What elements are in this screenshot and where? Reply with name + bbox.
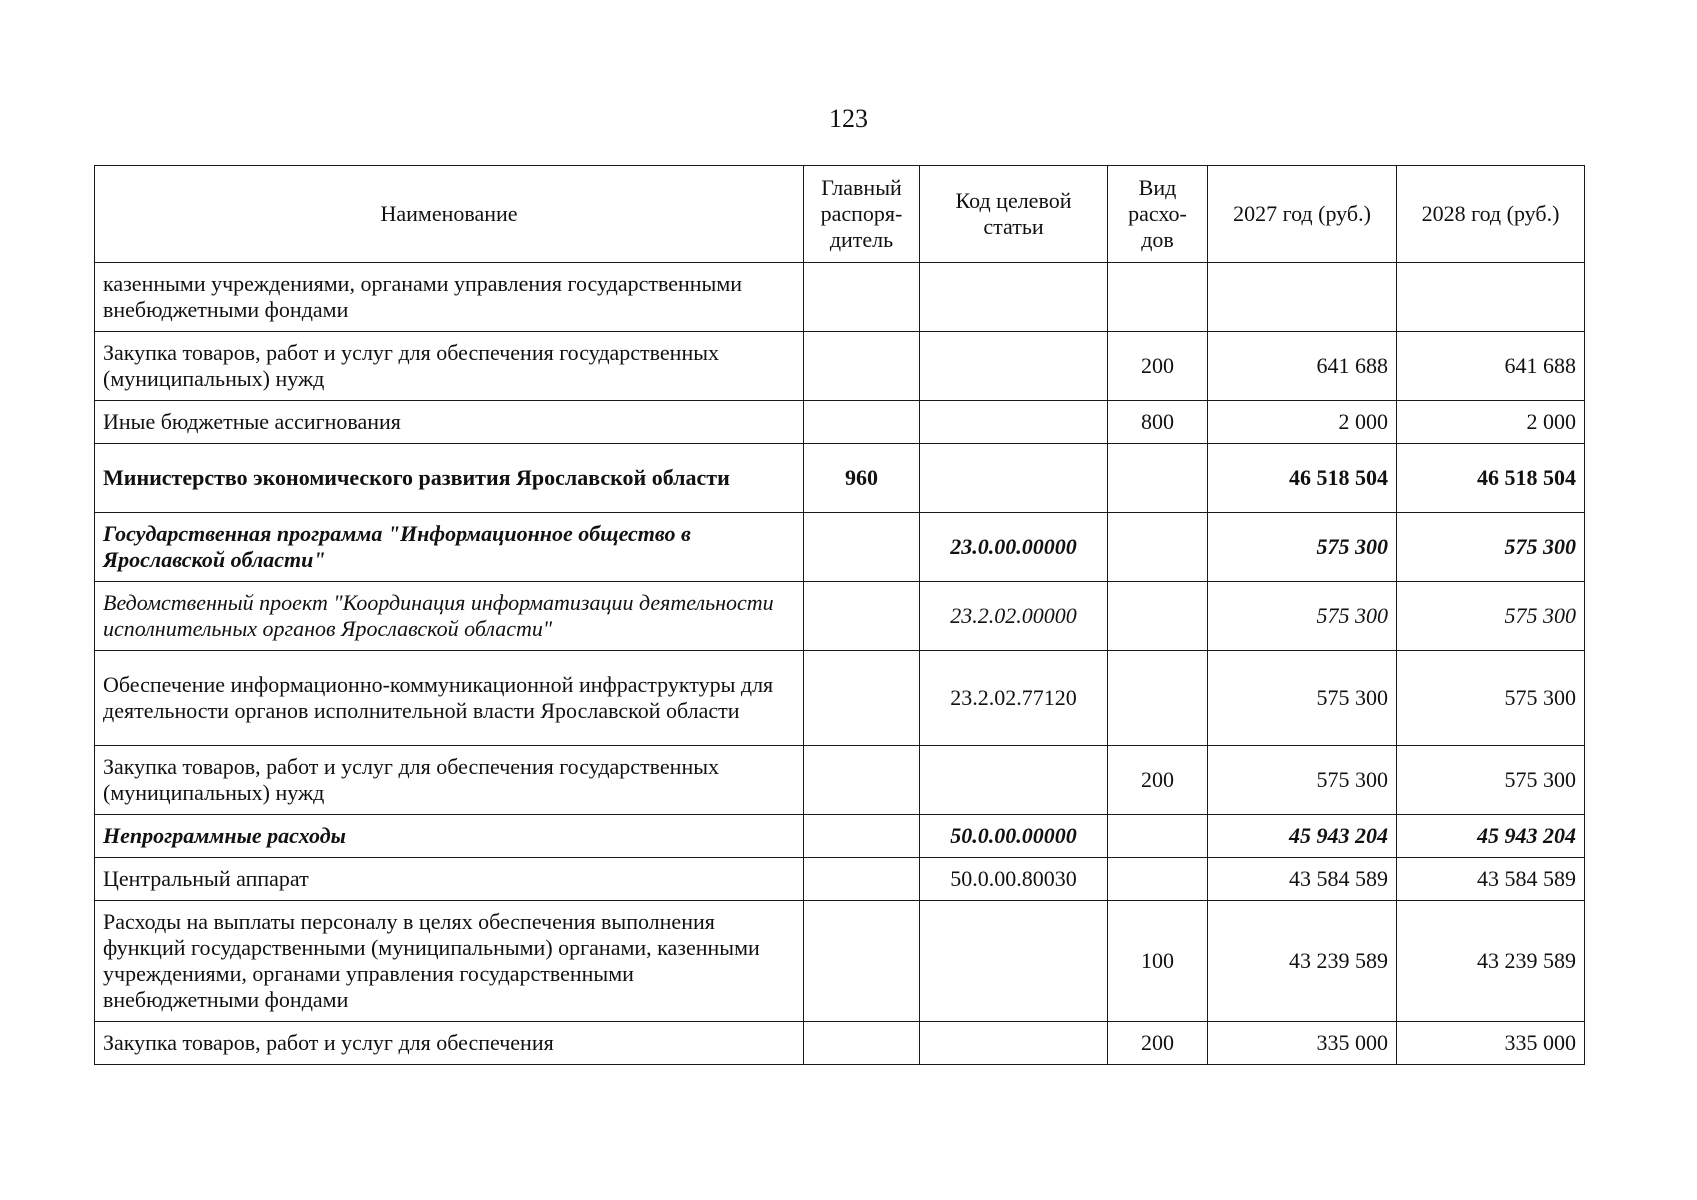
- cell-y2028: 46 518 504: [1397, 444, 1585, 513]
- cell-admin: [804, 858, 920, 901]
- table-row: [95, 1022, 1585, 1065]
- cell-code: 23.0.00.00000: [920, 513, 1108, 582]
- cell-name: Ведомственный проект "Координация информатизации деятельности исполнительных органов Ярославской области": [95, 582, 804, 651]
- cell-kind: [1108, 815, 1208, 858]
- cell-y2027: 641 688: [1208, 332, 1397, 401]
- cell-kind: [1108, 444, 1208, 513]
- cell-y2028: 43 584 589: [1397, 858, 1585, 901]
- cell-kind: 100: [1108, 901, 1208, 1022]
- cell-code: [920, 332, 1108, 401]
- cell-admin: [804, 582, 920, 651]
- cell-code: [920, 263, 1108, 332]
- cell-y2027: 575 300: [1208, 746, 1397, 815]
- cell-admin: [804, 901, 920, 1022]
- cell-y2028: 2 000: [1397, 401, 1585, 444]
- cell-name: Непрограммные расходы: [95, 815, 804, 858]
- cell-y2028: 641 688: [1397, 332, 1585, 401]
- table-row: [95, 901, 1585, 1022]
- cell-y2027: 335 000: [1208, 1022, 1397, 1065]
- page-number: 123: [829, 104, 868, 133]
- cell-y2027: 45 943 204: [1208, 815, 1397, 858]
- cell-y2028: 575 300: [1397, 582, 1585, 651]
- cell-name: Центральный аппарат: [95, 858, 804, 901]
- cell-kind: 200: [1108, 746, 1208, 815]
- cell-admin: [804, 746, 920, 815]
- cell-name: Закупка товаров, работ и услуг для обеспечения государственных (муниципальных) нужд: [95, 746, 804, 815]
- cell-admin: [804, 332, 920, 401]
- cell-y2028: 335 000: [1397, 1022, 1585, 1065]
- table-row: [95, 263, 1585, 332]
- table-row: [95, 332, 1585, 401]
- cell-name: Закупка товаров, работ и услуг для обеспечения: [95, 1022, 804, 1065]
- header-2027: 2027 год (руб.): [1208, 166, 1397, 263]
- cell-admin: [804, 513, 920, 582]
- cell-admin: [804, 651, 920, 746]
- cell-y2028: [1397, 263, 1585, 332]
- header-kind: Вид расхо-дов: [1108, 166, 1208, 263]
- table-row: [95, 513, 1585, 582]
- cell-kind: [1108, 513, 1208, 582]
- cell-name: Государственная программа "Информационное общество в Ярославской области": [95, 513, 804, 582]
- cell-y2027: 575 300: [1208, 513, 1397, 582]
- header-code: Код целевой статьи: [920, 166, 1108, 263]
- cell-admin: [804, 1022, 920, 1065]
- cell-kind: 800: [1108, 401, 1208, 444]
- table-header-row: [95, 166, 1585, 263]
- cell-y2028: 575 300: [1397, 746, 1585, 815]
- cell-admin: [804, 263, 920, 332]
- cell-y2028: 45 943 204: [1397, 815, 1585, 858]
- budget-table: [94, 165, 1585, 1065]
- cell-code: 23.2.02.77120: [920, 651, 1108, 746]
- cell-code: 50.0.00.00000: [920, 815, 1108, 858]
- cell-name: Министерство экономического развития Ярославской области: [95, 444, 804, 513]
- table-row: [95, 858, 1585, 901]
- cell-kind: 200: [1108, 332, 1208, 401]
- table-row: [95, 651, 1585, 746]
- table-row: [95, 444, 1585, 513]
- cell-name: Обеспечение информационно-коммуникационной инфраструктуры для деятельности органов исполнительной власти Ярославской области: [95, 651, 804, 746]
- table-row: [95, 815, 1585, 858]
- cell-code: [920, 444, 1108, 513]
- cell-y2027: 43 584 589: [1208, 858, 1397, 901]
- cell-y2027: 575 300: [1208, 651, 1397, 746]
- cell-y2027: 43 239 589: [1208, 901, 1397, 1022]
- header-admin: Главный распоря-дитель: [804, 166, 920, 263]
- cell-y2028: 575 300: [1397, 513, 1585, 582]
- cell-y2027: 46 518 504: [1208, 444, 1397, 513]
- cell-y2028: 575 300: [1397, 651, 1585, 746]
- cell-admin: 960: [804, 444, 920, 513]
- cell-kind: [1108, 263, 1208, 332]
- cell-code: [920, 746, 1108, 815]
- cell-y2027: 575 300: [1208, 582, 1397, 651]
- table-row: [95, 582, 1585, 651]
- cell-admin: [804, 401, 920, 444]
- table-body: [95, 263, 1585, 1065]
- header-name: Наименование: [95, 166, 804, 263]
- cell-code: 23.2.02.00000: [920, 582, 1108, 651]
- header-2028: 2028 год (руб.): [1397, 166, 1585, 263]
- cell-admin: [804, 815, 920, 858]
- cell-y2028: 43 239 589: [1397, 901, 1585, 1022]
- cell-code: [920, 1022, 1108, 1065]
- cell-code: 50.0.00.80030: [920, 858, 1108, 901]
- cell-name: Иные бюджетные ассигнования: [95, 401, 804, 444]
- cell-y2027: [1208, 263, 1397, 332]
- cell-kind: 200: [1108, 1022, 1208, 1065]
- cell-name: Расходы на выплаты персоналу в целях обеспечения выполнения функций государственными (муниципальными) органами, казенными учреждениями, органами управления государственными внебюджетными фондами: [95, 901, 804, 1022]
- cell-name: Закупка товаров, работ и услуг для обеспечения государственных (муниципальных) нужд: [95, 332, 804, 401]
- cell-kind: [1108, 651, 1208, 746]
- cell-name: казенными учреждениями, органами управления государственными внебюджетными фондами: [95, 263, 804, 332]
- cell-kind: [1108, 858, 1208, 901]
- table-row: [95, 401, 1585, 444]
- table-row: [95, 746, 1585, 815]
- cell-code: [920, 401, 1108, 444]
- cell-kind: [1108, 582, 1208, 651]
- cell-code: [920, 901, 1108, 1022]
- cell-y2027: 2 000: [1208, 401, 1397, 444]
